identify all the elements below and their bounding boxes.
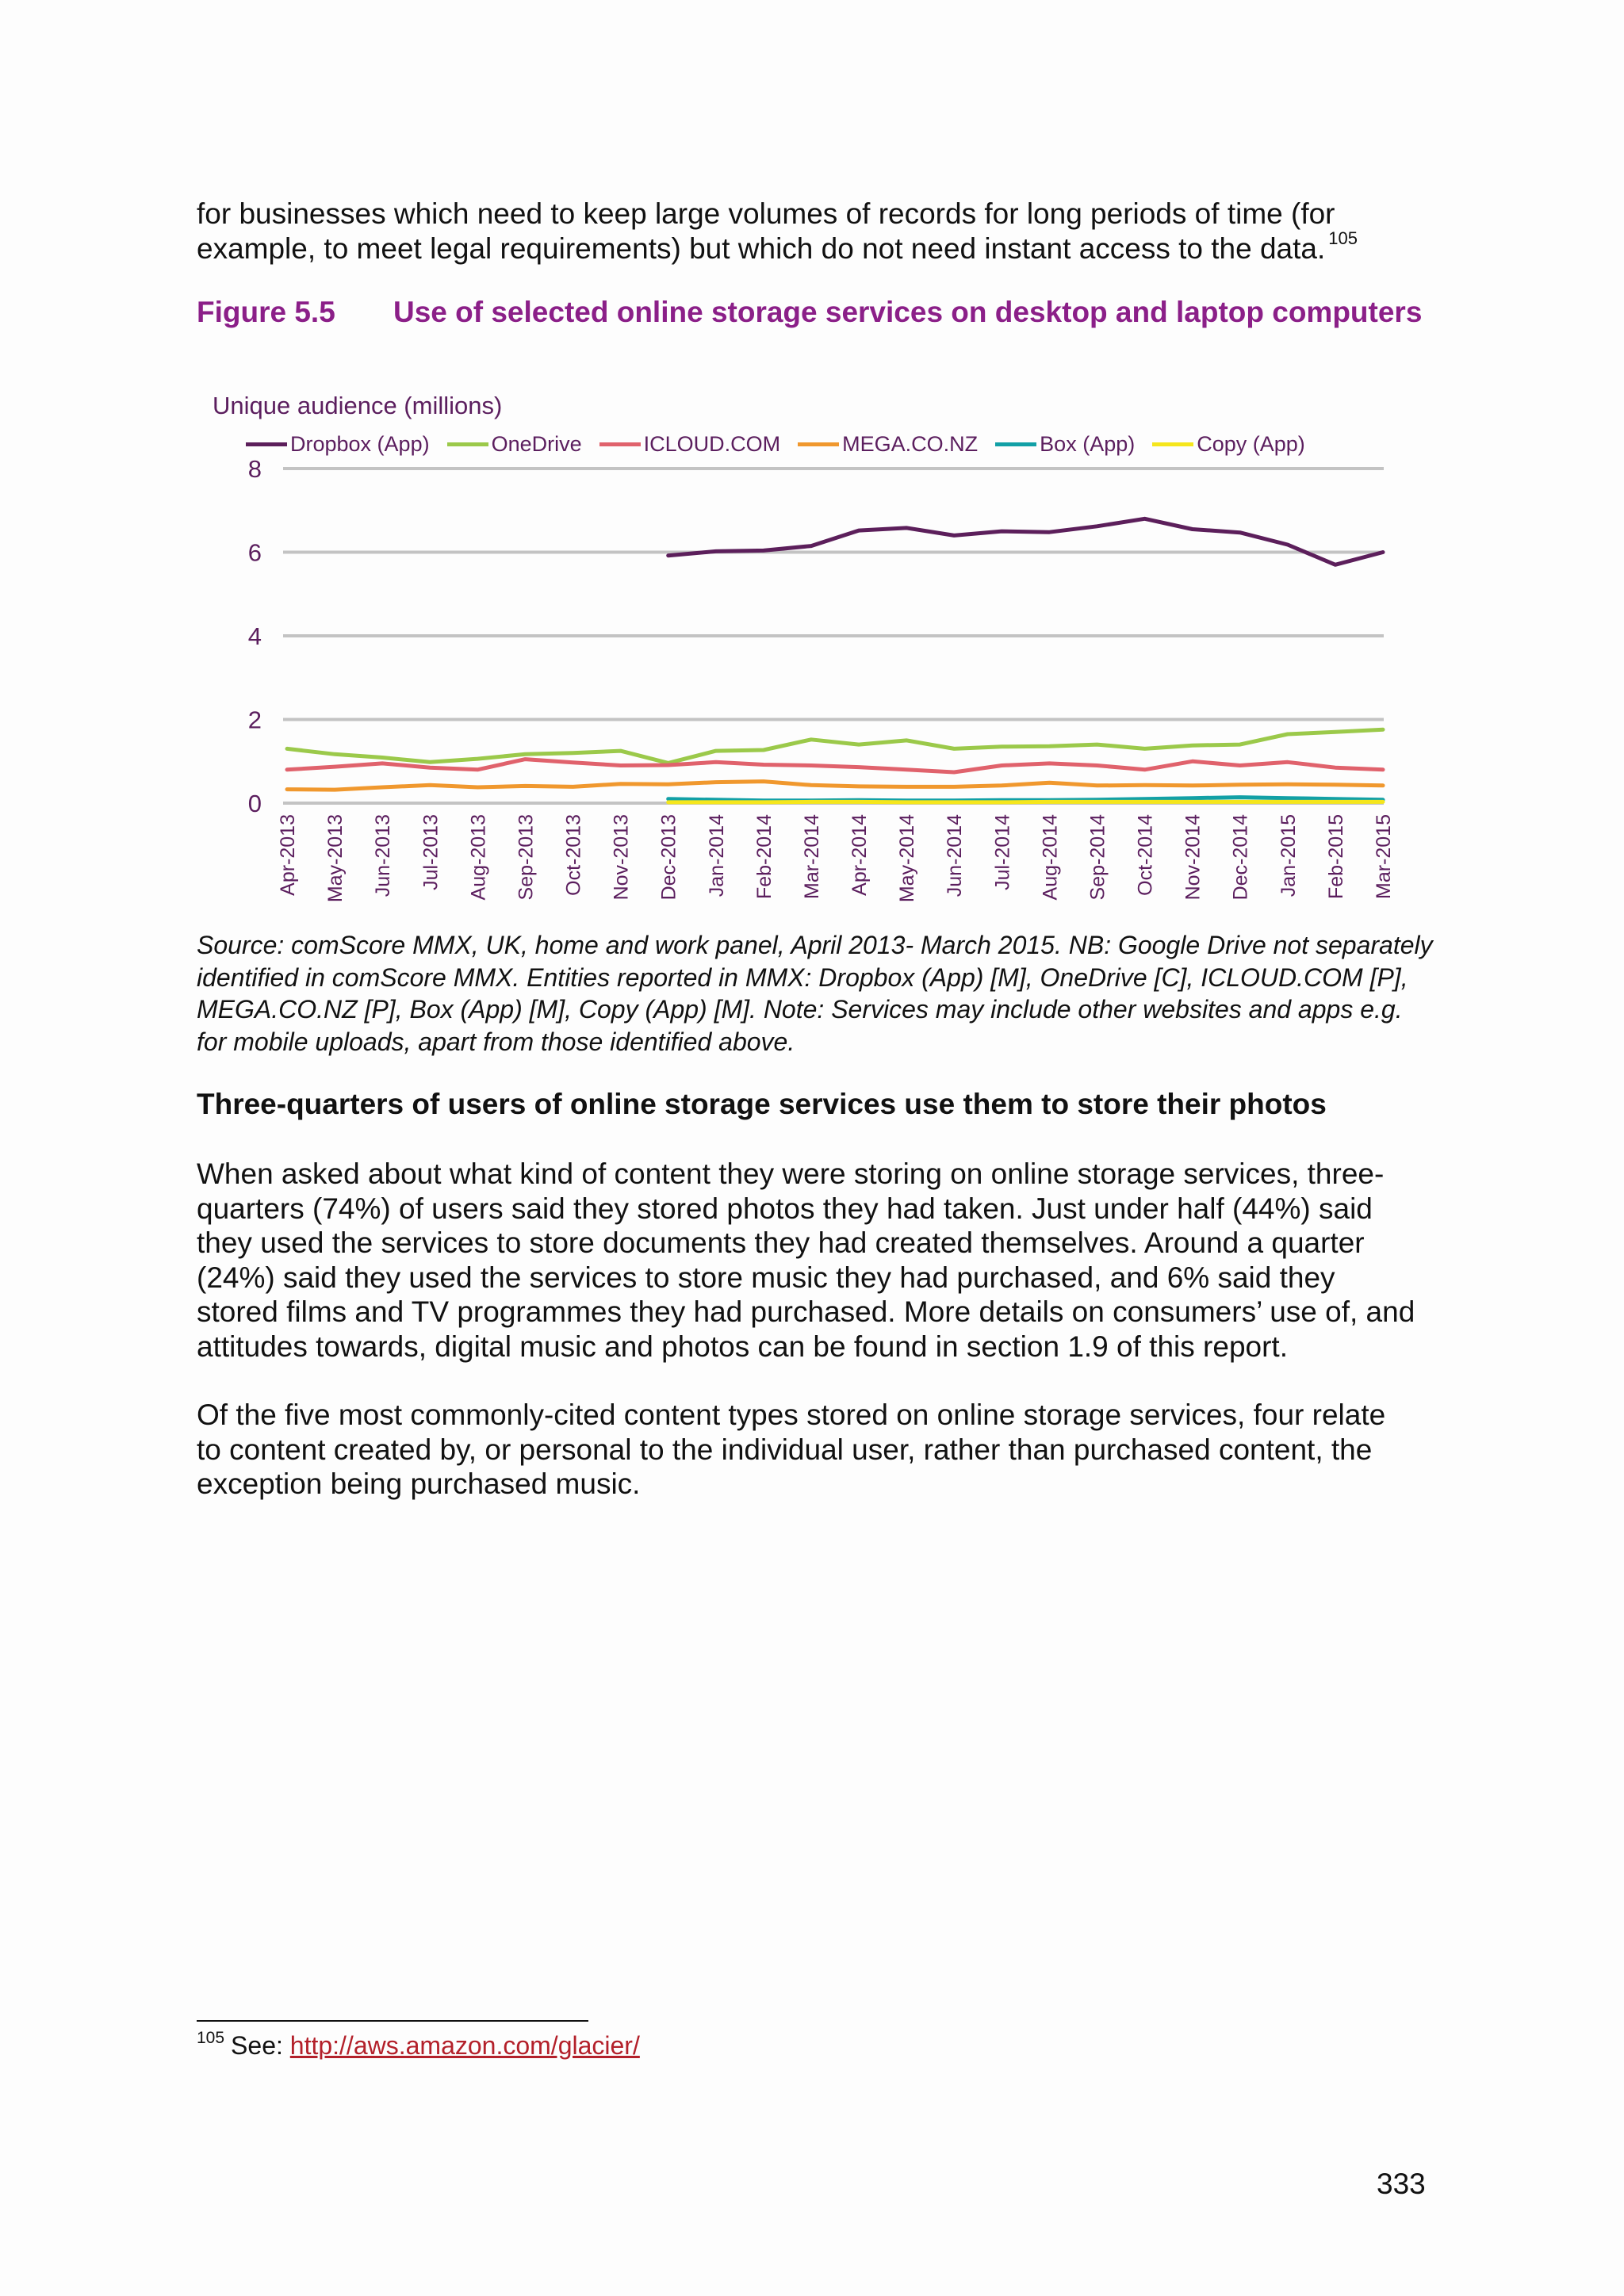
body-paragraph-1 (197, 1157, 1418, 1364)
series-line-onedrive (287, 729, 1383, 763)
x-tick-label-Apr-2014: Apr-2014 (848, 814, 871, 896)
x-tick-label-Aug-2014: Aug-2014 (1039, 814, 1062, 901)
section-heading: Three-quarters of users of online storage services use them to store their photos (197, 1088, 1327, 1120)
figure-title (197, 295, 1434, 330)
x-tick-label-Jan-2014: Jan-2014 (705, 814, 728, 897)
body-paragraph-2 (197, 1398, 1418, 1502)
y-tick-label-6: 6 (247, 538, 262, 567)
body-text-1: When asked about what kind of content they were storing on online storage services, three-quarters (74%) of users said they stored photos they had taken. Just under half (44%) said they used the services to store documents they had created themselves. Around a quarter (24%) said they used the services to store music they had purchased, and 6% said they stored films and TV programmes they had purchased. More details on consumers’ use of, and attitudes towards, digital music and photos can be found in section 1.9 of this report. (197, 1158, 1415, 1363)
series-line-dropbox-app- (668, 519, 1383, 564)
chart-y-axis-label: Unique audience (millions) (213, 392, 503, 419)
legend-label-onedrive: OneDrive (491, 431, 582, 456)
x-tick-label-Jun-2013: Jun-2013 (372, 814, 395, 897)
x-tick-label-Dec-2014: Dec-2014 (1229, 814, 1252, 901)
x-tick-label-Jul-2014: Jul-2014 (991, 814, 1014, 890)
footnote-reference[interactable]: 105 (1328, 228, 1358, 248)
x-tick-label-May-2014: May-2014 (896, 814, 919, 903)
line-chart (0, 444, 1624, 920)
page-number: 333 (1377, 2168, 1426, 2200)
x-tick-label-Jun-2014: Jun-2014 (944, 814, 967, 897)
x-tick-label-Oct-2013: Oct-2013 (562, 814, 585, 896)
footnote-divider (197, 2020, 588, 2022)
body-text-2: Of the five most commonly-cited content types stored on online storage services, four relate to content created by, or personal to the individual user, rather than purchased content, the exception being purchased music. (197, 1399, 1386, 1500)
x-tick-label-Mar-2015: Mar-2015 (1373, 814, 1395, 899)
intro-paragraph (197, 197, 1418, 270)
x-tick-label-Apr-2013: Apr-2013 (277, 814, 299, 896)
legend-label-box-app-: Box (App) (1040, 431, 1136, 456)
x-tick-label-Feb-2015: Feb-2015 (1324, 814, 1347, 900)
x-tick-label-May-2013: May-2013 (324, 814, 347, 903)
x-tick-label-Jan-2015: Jan-2015 (1277, 814, 1300, 897)
y-tick-label-4: 4 (247, 622, 262, 650)
x-tick-label-Dec-2013: Dec-2013 (657, 814, 680, 901)
legend-label-copy-app-: Copy (App) (1197, 431, 1305, 456)
x-tick-label-Jul-2013: Jul-2013 (419, 814, 442, 890)
figure-caption: Use of selected online storage services on desktop and laptop computers (393, 296, 1423, 328)
y-tick-label-8: 8 (247, 455, 262, 483)
x-tick-label-Oct-2014: Oct-2014 (1134, 814, 1157, 896)
footnote-link[interactable]: http://aws.amazon.com/glacier/ (289, 2031, 640, 2060)
chart-source-note: Source: comScore MMX, UK, home and work panel, April 2013- March 2015. NB: Google Drive not separately identified in comScore MMX. Entities reported in MMX: Dropbox (App) [M], OneDrive [C], ICLOUD.COM [P], MEGA.CO.NZ [P], Box (App) [M], Copy (App) [M]. Note: Services may include other websites and apps e.g. for mobile uploads, apart from those identified above. (197, 931, 1433, 1056)
footnote-label: See: (231, 2031, 283, 2060)
x-tick-label-Nov-2013: Nov-2013 (610, 814, 633, 901)
x-tick-label-Nov-2014: Nov-2014 (1182, 814, 1205, 901)
figure-number: Figure 5.5 (197, 296, 335, 328)
legend-label-mega-co-nz: MEGA.CO.NZ (842, 431, 979, 456)
x-tick-label-Feb-2014: Feb-2014 (753, 814, 776, 900)
y-tick-label-2: 2 (247, 706, 262, 734)
x-tick-label-Aug-2013: Aug-2013 (467, 814, 490, 901)
footnote-number: 105 (197, 2029, 225, 2047)
y-tick-label-0: 0 (247, 790, 262, 817)
footnote (197, 2031, 640, 2061)
x-tick-label-Sep-2014: Sep-2014 (1086, 814, 1109, 901)
x-tick-label-Mar-2014: Mar-2014 (800, 814, 823, 899)
intro-text: for businesses which need to keep large volumes of records for long periods of time (for example, to meet legal requirements) but which do not need instant access to the data. (197, 197, 1335, 265)
x-tick-label-Sep-2013: Sep-2013 (515, 814, 538, 901)
legend-label-dropbox-app-: Dropbox (App) (290, 431, 430, 456)
legend-label-icloud-com: ICLOUD.COM (643, 431, 781, 456)
series-line-mega-co-nz (287, 782, 1383, 790)
